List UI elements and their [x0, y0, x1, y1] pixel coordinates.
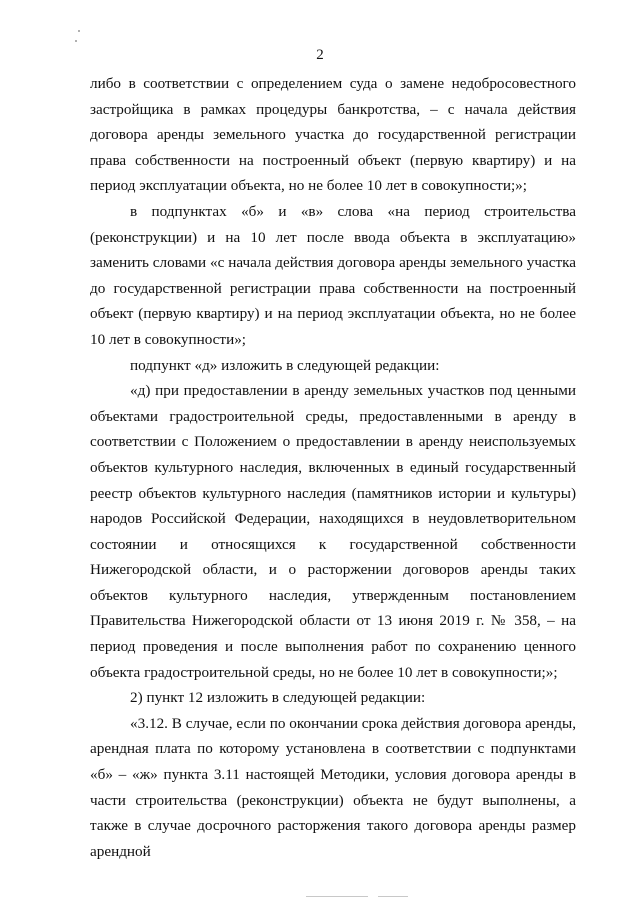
scan-speck	[75, 40, 77, 42]
scan-artifact-line	[378, 896, 408, 897]
document-body	[90, 71, 576, 864]
paragraph-point-3-12-text: «3.12. В случае, если по окончании срока действия договора аренды, арендная плата по которому установлена в соответствии с подпунктами «б» – «ж» пункта 3.11 настоящей Методики, условия договора аренды в части строительства (реконструкции) объекта не будут выполнены, а также в случае досрочного расторжения такого договора аренды размер арендной	[90, 714, 576, 860]
scan-artifact-line	[306, 896, 368, 897]
paragraph-subpoints-b-v: в подпунктах «б» и «в» слова «на период строительства (реконструкции) и на 10 лет после ввода объекта в эксплуатацию» заменить словами «с начала действия договора аренды земельного участка до государственной регистрации права собственности на построенный объект (первую квартиру) и на период эксплуатации объекта, но не более 10 лет в совокупности»;	[90, 202, 576, 348]
paragraph-point-12-intro: 2) пункт 12 изложить в следующей редакции:	[130, 689, 426, 707]
scan-speck	[78, 30, 80, 32]
paragraph-continuation: либо в соответствии с определением суда о замене недобросовестного застройщика в рамках процедуры банкротства, – с начала действия договора аренды земельного участка до государственной регистрации права собственности на построенный объект (первую квартиру) и на период эксплуатации объекта, но не более 10 лет в совокупности;»;	[90, 75, 576, 195]
paragraph-subpoint-d-intro: подпункт «д» изложить в следующей редакции:	[130, 356, 440, 374]
page-number: 2	[316, 47, 324, 63]
paragraph-subpoint-d-text: «д) при предоставлении в аренду земельных участков под ценными объектами градостроительной среды, предоставленными в аренду в соответствии с Положением о предоставлении в аренду неиспользуемых объектов культурного наследия, включенных в единый государственный реестр объектов культурного наследия (памятников истории и культуры) народов Российской Федерации, находящихся в неудовлетворительном состоянии и относящихся к государственной собственности Нижегородской области, и о расторжении договоров аренды таких объектов культурного наследия, утвержденным постановлением Правительства Нижегородской области от 13 июня 2019 г. № 358, – на период проведения и после выполнения работ по сохранению ценного объекта градостроительной среды, но не более 10 лет в совокупности;»;	[90, 382, 576, 681]
